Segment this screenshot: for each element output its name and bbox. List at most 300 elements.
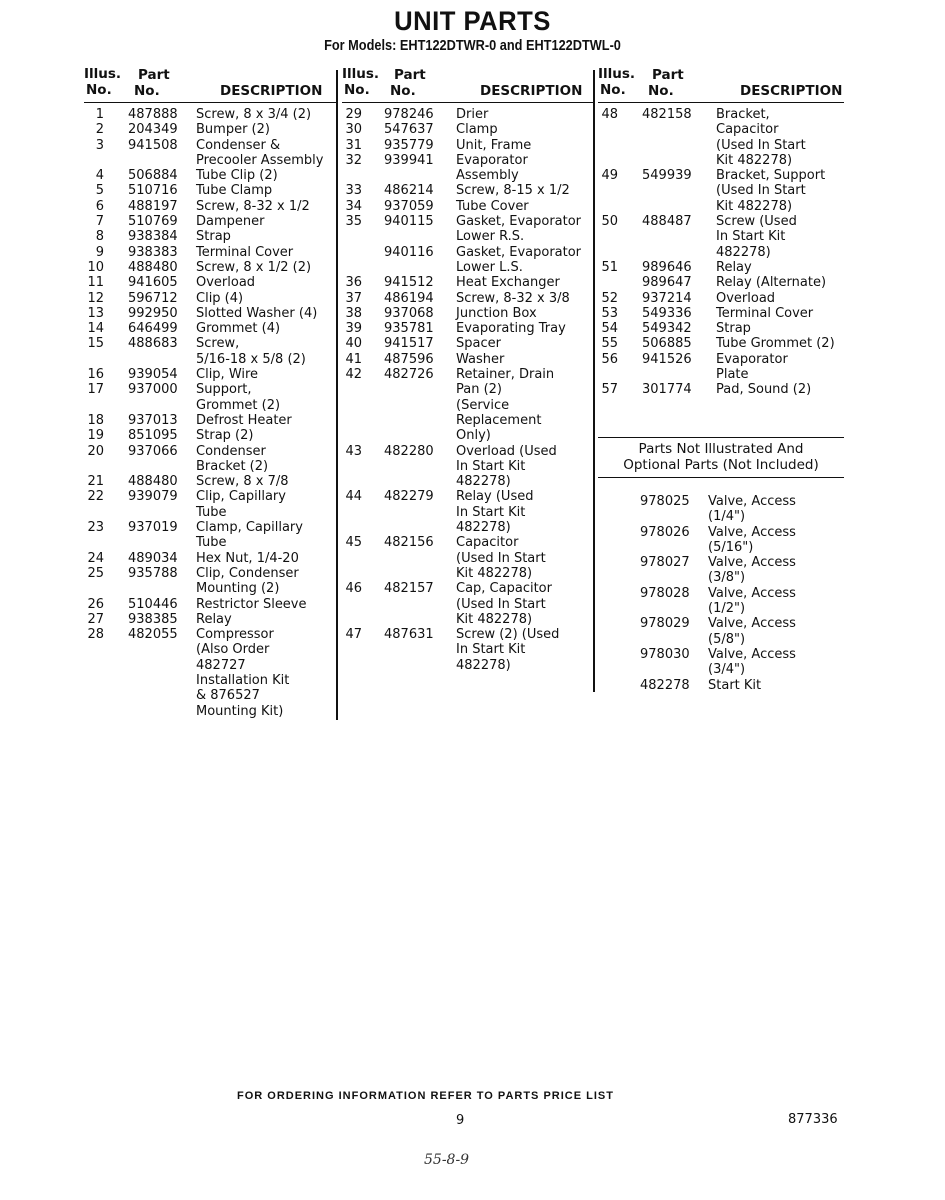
illus-number: 31 xyxy=(345,137,362,153)
illus-number: 18 xyxy=(87,412,104,428)
part-number: 938383 xyxy=(128,244,178,260)
description-line: Kit 482278) xyxy=(456,565,533,581)
illus-header-line-2: No. xyxy=(344,82,370,98)
illus-number: 23 xyxy=(87,520,104,536)
parts-rows xyxy=(84,103,336,719)
ordering-note: FOR ORDERING INFORMATION REFER TO PARTS PRICE LIST xyxy=(237,1090,614,1102)
illus-number: 24 xyxy=(87,550,104,566)
part-number: 937013 xyxy=(128,412,178,428)
table-row xyxy=(598,352,844,383)
illus-number: 21 xyxy=(87,474,104,490)
description-line: Clip (4) xyxy=(196,290,244,306)
illus-number: 14 xyxy=(87,321,104,337)
part-description xyxy=(196,520,336,551)
description-line: Screw (Used xyxy=(716,214,797,230)
illus-number: 16 xyxy=(87,367,104,383)
description-line: Evaporating Tray xyxy=(456,321,566,337)
description-line: Screw, 8 x 3/4 (2) xyxy=(196,107,312,122)
table-row xyxy=(84,122,336,137)
table-row xyxy=(84,275,336,290)
description-line: (Used In Start xyxy=(456,550,546,566)
description-line: (5/16") xyxy=(708,539,754,555)
description-line: Restrictor Sleeve xyxy=(196,596,307,612)
description-line: Valve, Access xyxy=(708,524,796,540)
part-number: 937059 xyxy=(384,198,434,214)
description-line: Mounting Kit) xyxy=(196,703,284,719)
part-description xyxy=(456,107,594,122)
part-number: 939941 xyxy=(384,152,434,168)
part-number: 941508 xyxy=(128,137,178,153)
table-row xyxy=(342,489,594,535)
part-header-line-2: No. xyxy=(390,83,416,99)
part-number: 938385 xyxy=(128,611,178,627)
part-number: 978025 xyxy=(640,494,690,509)
part-number: 488480 xyxy=(128,259,178,275)
description-line: Evaporator xyxy=(716,351,788,367)
part-description xyxy=(196,489,336,520)
description-line: Clamp, Capillary xyxy=(196,520,303,536)
part-number: 486214 xyxy=(384,183,434,199)
part-number: 510446 xyxy=(128,596,178,612)
description-line: Spacer xyxy=(456,336,501,352)
optional-heading-line-2: Optional Parts (Not Included) xyxy=(623,457,819,473)
description-line: Washer xyxy=(456,351,505,367)
description-line: 482278) xyxy=(456,474,511,490)
column-header xyxy=(342,66,594,103)
part-number: 488683 xyxy=(128,336,178,352)
part-description xyxy=(716,306,844,321)
illus-number: 42 xyxy=(345,367,362,383)
description-line: Overload (Used xyxy=(456,443,557,459)
part-description xyxy=(196,260,336,275)
part-description xyxy=(196,566,336,597)
illus-number: 40 xyxy=(345,336,362,352)
illus-number: 38 xyxy=(345,305,362,321)
table-row xyxy=(342,291,594,306)
table-row xyxy=(598,321,844,336)
table-row xyxy=(84,245,336,260)
part-header-line-1: Part xyxy=(394,67,426,83)
part-description xyxy=(196,107,336,122)
illus-number: 7 xyxy=(95,214,104,230)
part-number: 482278 xyxy=(640,677,690,693)
illus-number: 37 xyxy=(345,290,362,306)
part-number: 482055 xyxy=(128,627,178,643)
part-description xyxy=(196,612,336,627)
table-row xyxy=(342,581,594,627)
illus-number: 26 xyxy=(87,596,104,612)
handwritten-note: 55-8-9 xyxy=(424,1152,470,1168)
table-row xyxy=(342,336,594,351)
description-line: Grommet (2) xyxy=(196,397,281,413)
part-description xyxy=(196,551,336,566)
description-line: In Start Kit xyxy=(456,642,526,658)
description-line: Valve, Access xyxy=(708,646,796,662)
illus-number: 39 xyxy=(345,321,362,337)
table-row xyxy=(84,489,336,520)
part-description xyxy=(708,494,844,525)
table-row xyxy=(84,474,336,489)
illus-number: 25 xyxy=(87,565,104,581)
table-row xyxy=(342,138,594,153)
optional-parts-list xyxy=(598,494,844,693)
part-description xyxy=(708,678,844,693)
table-row xyxy=(342,122,594,137)
description-line: Gasket, Evaporator xyxy=(456,244,582,260)
part-description xyxy=(456,245,594,276)
table-row xyxy=(598,336,844,351)
part-description xyxy=(716,214,844,260)
part-number: 935779 xyxy=(384,137,434,153)
description-line: (1/4") xyxy=(708,509,746,525)
table-row xyxy=(84,336,336,367)
illus-number: 55 xyxy=(601,336,618,352)
part-number: 204349 xyxy=(128,122,178,138)
part-description xyxy=(196,214,336,229)
description-line: Retainer, Drain xyxy=(456,367,555,383)
description-line: (1/2") xyxy=(708,601,746,617)
column-header xyxy=(598,66,844,103)
parts-rows xyxy=(342,103,594,673)
part-number: 939079 xyxy=(128,489,178,505)
part-number: 482280 xyxy=(384,443,434,459)
description-line: Capacitor xyxy=(716,122,779,138)
illus-header-line-2: No. xyxy=(600,82,626,98)
illus-number: 46 xyxy=(345,581,362,597)
table-row xyxy=(342,275,594,290)
table-row xyxy=(84,168,336,183)
table-row xyxy=(598,275,844,290)
part-number: 506884 xyxy=(128,168,178,184)
description-line: Tube Clip (2) xyxy=(196,168,278,184)
description-line: Overload xyxy=(196,275,256,291)
table-row xyxy=(342,321,594,336)
table-row xyxy=(598,291,844,306)
part-description xyxy=(456,367,594,443)
table-row xyxy=(84,183,336,198)
table-row xyxy=(84,627,336,719)
part-description xyxy=(196,428,336,443)
part-description xyxy=(708,555,844,586)
part-description xyxy=(196,597,336,612)
parts-rows xyxy=(598,103,844,398)
part-description xyxy=(196,122,336,137)
description-line: Tube xyxy=(196,535,227,551)
illus-number: 30 xyxy=(345,122,362,138)
part-description xyxy=(196,138,336,169)
illus-number: 32 xyxy=(345,152,362,168)
part-number: 937068 xyxy=(384,305,434,321)
illus-number: 15 xyxy=(87,336,104,352)
part-description xyxy=(196,245,336,260)
table-row xyxy=(84,291,336,306)
description-line: Bracket, xyxy=(716,107,770,122)
part-number: 489034 xyxy=(128,550,178,566)
illus-number: 29 xyxy=(345,107,362,122)
part-description xyxy=(716,382,844,397)
optional-heading-line-1: Parts Not Illustrated And xyxy=(638,441,804,457)
description-line: Strap xyxy=(716,321,751,337)
part-header-line-1: Part xyxy=(138,67,170,83)
table-row xyxy=(342,444,594,490)
description-line: Grommet (4) xyxy=(196,321,281,337)
part-number: 488487 xyxy=(642,214,692,230)
part-description xyxy=(456,321,594,336)
description-line: Unit, Frame xyxy=(456,137,532,153)
description-line: Clip, Condenser xyxy=(196,565,299,581)
illus-number: 51 xyxy=(601,259,618,275)
part-header-line-2: No. xyxy=(648,83,674,99)
part-number: 989647 xyxy=(642,275,692,291)
part-description xyxy=(456,581,594,627)
part-number: 549342 xyxy=(642,321,692,337)
part-number: 488197 xyxy=(128,198,178,214)
illus-number: 50 xyxy=(601,214,618,230)
description-line: Clip, Capillary xyxy=(196,489,286,505)
models-subtitle: For Models: EHT122DTWR-0 and EHT122DTWL-0 xyxy=(324,37,621,54)
description-line: Precooler Assembly xyxy=(196,152,324,168)
description-line: Capacitor xyxy=(456,535,519,551)
document-number: 877336 xyxy=(788,1112,838,1127)
part-description xyxy=(456,138,594,153)
description-line: & 876527 xyxy=(196,688,260,704)
part-number: 940116 xyxy=(384,244,434,260)
illus-number: 35 xyxy=(345,214,362,230)
part-description xyxy=(708,586,844,617)
description-line: Pan (2) xyxy=(456,382,503,398)
description-line: Terminal Cover xyxy=(716,305,814,321)
table-row xyxy=(84,551,336,566)
column-divider xyxy=(336,70,338,720)
part-description xyxy=(196,275,336,290)
illus-number: 34 xyxy=(345,198,362,214)
description-line: Valve, Access xyxy=(708,585,796,601)
part-description xyxy=(196,168,336,183)
illus-number: 48 xyxy=(601,107,618,122)
table-row xyxy=(342,183,594,198)
part-description xyxy=(456,214,594,245)
table-row xyxy=(84,597,336,612)
illus-number: 56 xyxy=(601,351,618,367)
description-line: Junction Box xyxy=(456,305,537,321)
table-row xyxy=(84,367,336,382)
description-line: Mounting (2) xyxy=(196,581,280,597)
part-number: 851095 xyxy=(128,428,178,444)
part-header-line-2: No. xyxy=(134,83,160,99)
table-row xyxy=(84,306,336,321)
description-line: Replacement xyxy=(456,412,542,428)
description-line: Valve, Access xyxy=(708,616,796,632)
table-row xyxy=(598,586,844,617)
table-row xyxy=(598,678,844,693)
description-line: Lower R.S. xyxy=(456,229,525,245)
description-line: Support, xyxy=(196,382,252,398)
description-line: Compressor xyxy=(196,627,274,643)
part-number: 596712 xyxy=(128,290,178,306)
description-line: (5/8") xyxy=(708,631,746,647)
part-number: 937019 xyxy=(128,520,178,536)
table-row xyxy=(342,214,594,245)
description-line: Screw (2) (Used xyxy=(456,627,560,643)
part-number: 978029 xyxy=(640,616,690,632)
illus-number: 22 xyxy=(87,489,104,505)
part-description xyxy=(456,183,594,198)
column-header xyxy=(84,66,336,103)
description-line: Defrost Heater xyxy=(196,412,292,428)
description-line: (3/8") xyxy=(708,570,746,586)
illus-number: 33 xyxy=(345,183,362,199)
table-row xyxy=(598,555,844,586)
part-number: 510716 xyxy=(128,183,178,199)
part-number: 978246 xyxy=(384,107,434,122)
part-number: 940115 xyxy=(384,214,434,230)
part-number: 941512 xyxy=(384,275,434,291)
page-title: UNIT PARTS xyxy=(394,6,551,36)
part-description xyxy=(196,199,336,214)
description-line: (Used In Start xyxy=(456,596,546,612)
description-line: Only) xyxy=(456,428,491,444)
description-line: Assembly xyxy=(456,168,519,184)
description-line: 482727 xyxy=(196,657,246,673)
table-row xyxy=(342,199,594,214)
description-line: Screw, 8 x 1/2 (2) xyxy=(196,259,312,275)
part-number: 487596 xyxy=(384,351,434,367)
description-line: 482278) xyxy=(456,520,511,536)
table-row xyxy=(84,107,336,122)
table-row xyxy=(84,413,336,428)
description-line: Screw, 8-32 x 1/2 xyxy=(196,198,310,214)
part-number: 486194 xyxy=(384,290,434,306)
part-number: 941605 xyxy=(128,275,178,291)
table-row xyxy=(342,352,594,367)
part-description xyxy=(456,336,594,351)
part-description xyxy=(456,199,594,214)
description-line: Installation Kit xyxy=(196,672,290,688)
illus-number: 53 xyxy=(601,305,618,321)
table-row xyxy=(598,525,844,556)
page-number: 9 xyxy=(456,1113,465,1128)
description-line: In Start Kit xyxy=(456,504,526,520)
part-number: 488480 xyxy=(128,474,178,490)
description-line: Gasket, Evaporator xyxy=(456,214,582,230)
illus-number: 44 xyxy=(345,489,362,505)
illus-number: 57 xyxy=(601,382,618,398)
part-number: 935781 xyxy=(384,321,434,337)
illus-header-line-2: No. xyxy=(86,82,112,98)
description-line: Tube Grommet (2) xyxy=(716,336,835,352)
description-line: Bracket (2) xyxy=(196,458,269,474)
description-line: Bracket, Support xyxy=(716,168,826,184)
description-line: Tube xyxy=(196,504,227,520)
illus-number: 36 xyxy=(345,275,362,291)
table-row xyxy=(598,494,844,525)
description-line: (Used In Start xyxy=(716,137,806,153)
illus-number: 28 xyxy=(87,627,104,643)
description-line: In Start Kit xyxy=(716,229,786,245)
description-line: Bumper (2) xyxy=(196,122,270,138)
table-row xyxy=(598,382,844,397)
description-line: (Also Order xyxy=(196,642,270,658)
description-line: Start Kit xyxy=(708,677,762,693)
table-row xyxy=(84,199,336,214)
table-row xyxy=(84,321,336,336)
table-row xyxy=(598,260,844,275)
parts-column-3 xyxy=(598,66,844,398)
part-description xyxy=(196,336,336,367)
illus-number: 2 xyxy=(95,122,104,138)
description-line: (Used In Start xyxy=(716,183,806,199)
illus-number: 54 xyxy=(601,321,618,337)
description-line: In Start Kit xyxy=(456,458,526,474)
description-line: Heat Exchanger xyxy=(456,275,560,291)
parts-column-2 xyxy=(342,66,594,673)
table-row xyxy=(84,214,336,229)
illus-number: 27 xyxy=(87,611,104,627)
description-line: Tube Clamp xyxy=(196,183,273,199)
description-line: Clamp xyxy=(456,122,498,138)
illus-header-line-1: Illus. xyxy=(342,66,380,82)
description-header: DESCRIPTION xyxy=(480,83,583,99)
part-number: 939054 xyxy=(128,367,178,383)
description-line: Screw, xyxy=(196,336,240,352)
part-description xyxy=(196,382,336,413)
part-description xyxy=(196,291,336,306)
part-description xyxy=(196,627,336,719)
part-description xyxy=(716,352,844,383)
part-number: 989646 xyxy=(642,259,692,275)
part-number: 482158 xyxy=(642,107,692,122)
table-row xyxy=(342,367,594,443)
description-line: Overload xyxy=(716,290,776,306)
description-line: 482278) xyxy=(716,244,771,260)
description-line: Clip, Wire xyxy=(196,367,259,383)
illus-header-line-1: Illus. xyxy=(598,66,636,82)
column-divider xyxy=(593,70,595,692)
description-line: Screw, 8-32 x 3/8 xyxy=(456,290,570,306)
part-description xyxy=(196,321,336,336)
description-line: Dampener xyxy=(196,214,265,230)
part-number: 482726 xyxy=(384,367,434,383)
table-row xyxy=(84,138,336,169)
part-description xyxy=(456,489,594,535)
part-description xyxy=(196,183,336,198)
description-line: Slotted Washer (4) xyxy=(196,305,318,321)
part-description xyxy=(196,229,336,244)
part-number: 941526 xyxy=(642,351,692,367)
table-row xyxy=(598,107,844,168)
illus-number: 41 xyxy=(345,351,362,367)
part-description xyxy=(716,260,844,275)
illus-number: 17 xyxy=(87,382,104,398)
part-number: 978030 xyxy=(640,646,690,662)
table-row xyxy=(342,306,594,321)
part-number: 937066 xyxy=(128,443,178,459)
illus-number: 43 xyxy=(345,443,362,459)
illus-number: 9 xyxy=(95,244,104,260)
part-description xyxy=(196,474,336,489)
part-number: 549336 xyxy=(642,305,692,321)
table-row xyxy=(598,616,844,647)
description-line: Evaporator xyxy=(456,152,528,168)
description-line: Drier xyxy=(456,107,489,122)
description-line: 482278) xyxy=(456,657,511,673)
part-description xyxy=(196,413,336,428)
part-description xyxy=(196,367,336,382)
table-row xyxy=(84,444,336,475)
part-description xyxy=(716,275,844,290)
part-number: 978028 xyxy=(640,585,690,601)
illus-number: 4 xyxy=(95,168,104,184)
